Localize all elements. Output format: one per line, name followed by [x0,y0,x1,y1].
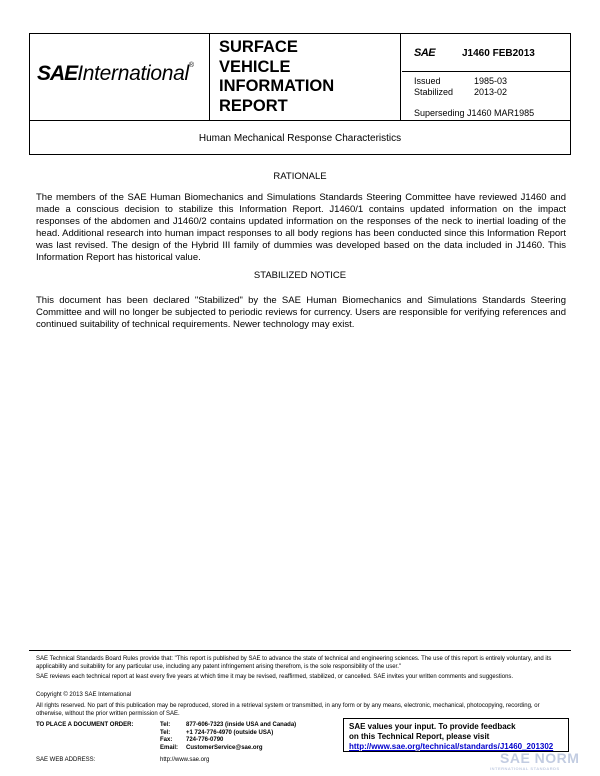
title-box [29,121,571,155]
logo-registered-mark: ® [188,62,195,69]
rationale-paragraph: The members of the SAE Human Biomechanics and Simulations Standards Steering Committee have reviewed J1460 and made a conscious decision to stabilize this Information Report. J1460/1 contains updated information on the impact responses of the abdomen and J1460/2 contains updated information on the responses of the neck to inertial loading of the head. Additional research into human impact responses to all body regions has been conducted since this Information Report was last revised. The design of the Hybrid III family of dummies was developed based on the data included in J1460. This Information Report has historical value. [36,192,566,263]
copyright-note: Copyright © 2013 SAE International [36,692,132,698]
stabilized-date: 2013-02 [474,87,508,97]
feedback-link[interactable]: http://www.sae.org/technical/standards/J1460_201302 [349,742,554,751]
doc-type-line: INFORMATION [219,77,335,95]
feedback-line: SAE values your input. To provide feedback [349,722,516,731]
rationale-heading: RATIONALE [273,171,327,182]
board-rules-note: SAE Technical Standards Board Rules provide that: "This report is published by SAE to advance the state of technical and engineering sciences. The use of this report is entirely voluntary, and its applicability and suitability for any particular use, including any patent infringement arising therefrom, is the sole responsibility of the user." [36,656,552,670]
document-type-cell [211,34,401,120]
contact-email-link[interactable]: CustomerService@sae.org [186,744,263,751]
contact-value: 877-606-7323 (inside USA and Canada) [186,722,297,728]
watermark [490,750,580,771]
watermark-text: SAE NORM [500,750,580,766]
document-type [219,38,334,116]
contact-row [160,722,360,730]
doc-number-box [402,34,570,72]
stabilized-notice-heading: STABILIZED NOTICE [253,270,347,281]
watermark-subtext: INTERNATIONAL STANDARDS [490,766,560,771]
web-address-label: SAE WEB ADDRESS: [36,757,96,763]
feedback-line: on this Technical Report, please visit [349,732,490,741]
order-contacts [160,722,360,752]
order-label: TO PLACE A DOCUMENT ORDER: [36,722,134,728]
document-info-cell [402,34,570,120]
document-number: J1460 FEB2013 [462,48,535,59]
issued-label: Issued [414,76,441,86]
issued-date: 1985-03 [474,76,508,86]
contact-key: Tel: [160,729,171,736]
feedback-box [343,718,569,752]
doc-type-line: VEHICLE [219,57,291,76]
web-address-link[interactable]: http://www.sae.org [160,757,210,763]
contact-key: Tel: [160,722,171,728]
review-note: SAE reviews each technical report at least every five years at which time it may be revised, reaffirmed, stabilized, or cancelled. SAE invites your written comments and suggestions. [36,674,514,680]
logo-sae-text: SAE [37,62,78,85]
rights-note: All rights reserved. No part of this publication may be reproduced, stored in a retrieval system or transmitted, in any form or by any means, electronic, mechanical, photocopying, recording, or otherwise, without the prior written permission of SAE. [36,703,540,717]
contact-row [160,730,360,738]
document-title: Human Mechanical Response Characteristics [198,133,402,144]
document-header [29,33,571,121]
superseding-note: Superseding J1460 MAR1985 [414,108,535,118]
mini-sae-logo: SAE [414,47,436,59]
stabilized-label: Stabilized [414,87,454,97]
doc-type-line: REPORT [219,96,288,115]
logo-cell [30,34,210,120]
contact-value: +1 724-776-4970 (outside USA) [186,729,274,736]
sae-international-logo [37,62,194,86]
footer-divider [29,650,571,651]
contact-row [160,745,360,753]
logo-international-text: International [77,62,189,85]
contact-value: 724-776-0790 [186,737,224,743]
contact-key: Fax: [160,737,173,743]
contact-row [160,737,360,745]
doc-type-line: SURFACE [219,38,298,56]
contact-key: Email: [160,744,179,751]
document-dates [414,76,507,98]
stabilized-notice-paragraph: This document has been declared "Stabilized" by the SAE Human Biomechanics and Simulations Standards Steering Committee and will no longer be subjected to periodic reviews for currency. Users are responsible for verifying references and continued suitability of technical requirements. Newer technology may exist. [36,295,566,330]
